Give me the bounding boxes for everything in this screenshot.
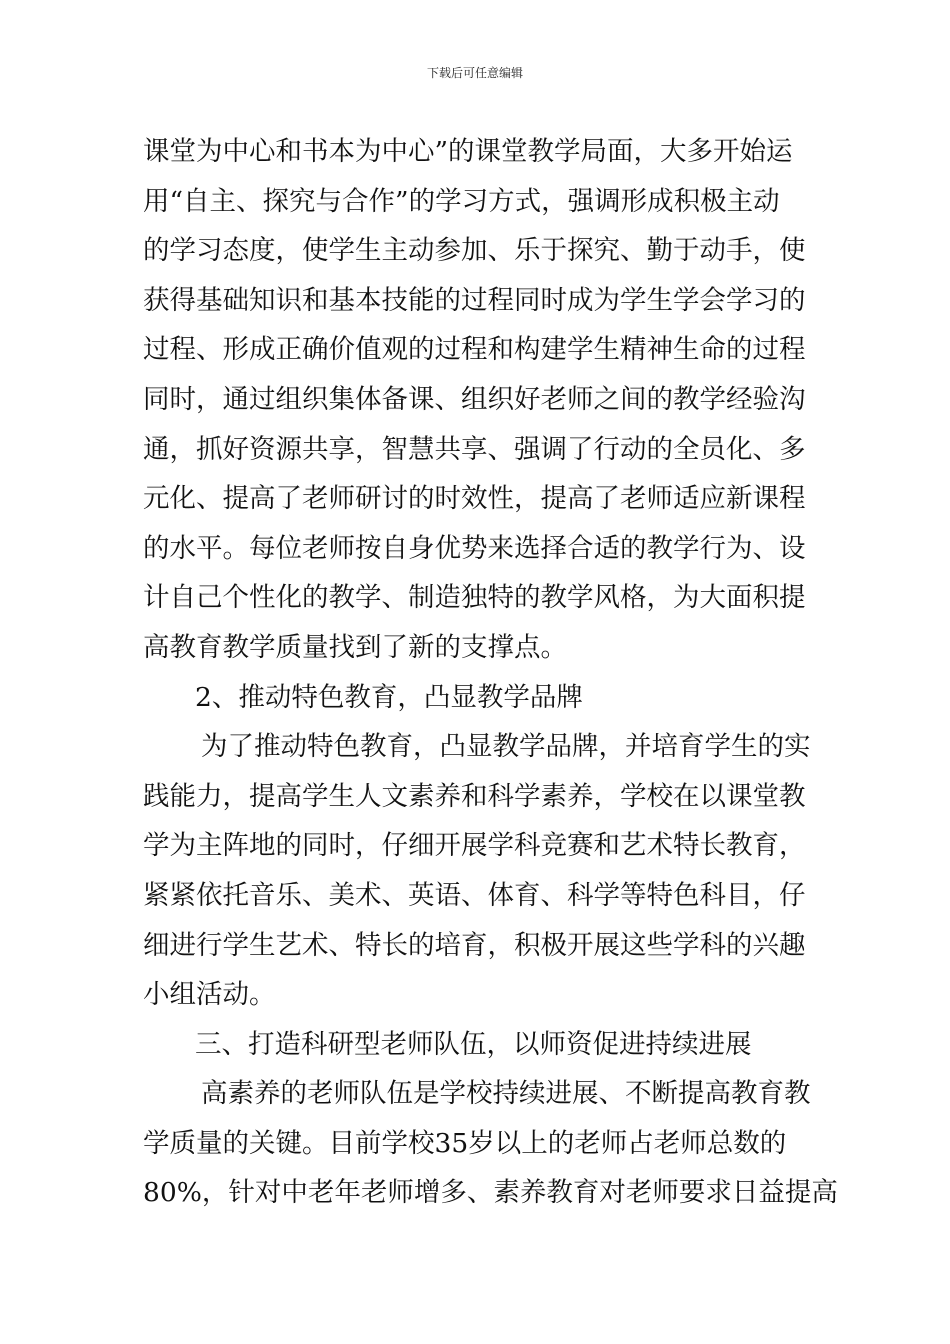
text-line: 紧紧依托音乐、美术、英语、体育、科学等特色科目，仔 [143,879,806,911]
page-header: 下载后可任意编辑 [426,66,523,80]
text-line: 同时，通过组织集体备课、组织好老师之间的教学经验沟 [143,383,806,415]
text-line: 高素养的老师队伍是学校持续进展、不断提高教育教 [201,1078,811,1110]
text-line: 计自己个性化的教学、制造独特的教学风格，为大面积提 [143,582,806,614]
text-line: 80%，针对中老年老师增多、素养教育对老师要求日益提高 [143,1177,838,1209]
section-heading: 三、打造科研型老师队伍，以师资促进持续进展 [195,1028,752,1060]
text-line: 元化、提高了老师研讨的时效性，提高了老师适应新课程 [143,483,806,515]
text-line: 高教育教学质量找到了新的支撑点。 [143,631,567,663]
text-line: 过程、形成正确价值观的过程和构建学生精神生命的过程 [143,334,806,366]
text-line: 细进行学生艺术、特长的培育，积极开展这些学科的兴趣 [143,929,806,961]
text-line: 获得基础知识和基本技能的过程同时成为学生学会学习的 [143,284,806,316]
text-line: 课堂为中心和书本为中心”的课堂教学局面，大多开始运 [143,136,793,167]
text-line: 学质量的关键。目前学校35岁以上的老师占老师总数的 [143,1127,787,1159]
text-line: 践能力，提高学生人文素养和科学素养，学校在以课堂教 [143,780,806,812]
text-line: 学为主阵地的同时，仔细开展学科竞赛和艺术特长教育， [143,830,806,862]
text-line: 小组活动。 [143,979,276,1011]
section-heading: 2、推动特色教育，凸显教学品牌 [195,681,583,713]
text-line: 为了推动特色教育，凸显教学品牌，并培育学生的实 [201,731,811,763]
document-body [143,127,838,1218]
text-line: 的学习态度，使学生主动参加、乐于探究、勤于动手，使 [143,235,806,267]
text-line: 通，抓好资源共享，智慧共享、强调了行动的全员化、多 [143,433,806,465]
text-line: 用“自主、探究与合作”的学习方式，强调形成积极主动 [143,185,780,217]
text-line: 的水平。每位老师按自身优势来选择合适的教学行为、设 [143,532,806,564]
